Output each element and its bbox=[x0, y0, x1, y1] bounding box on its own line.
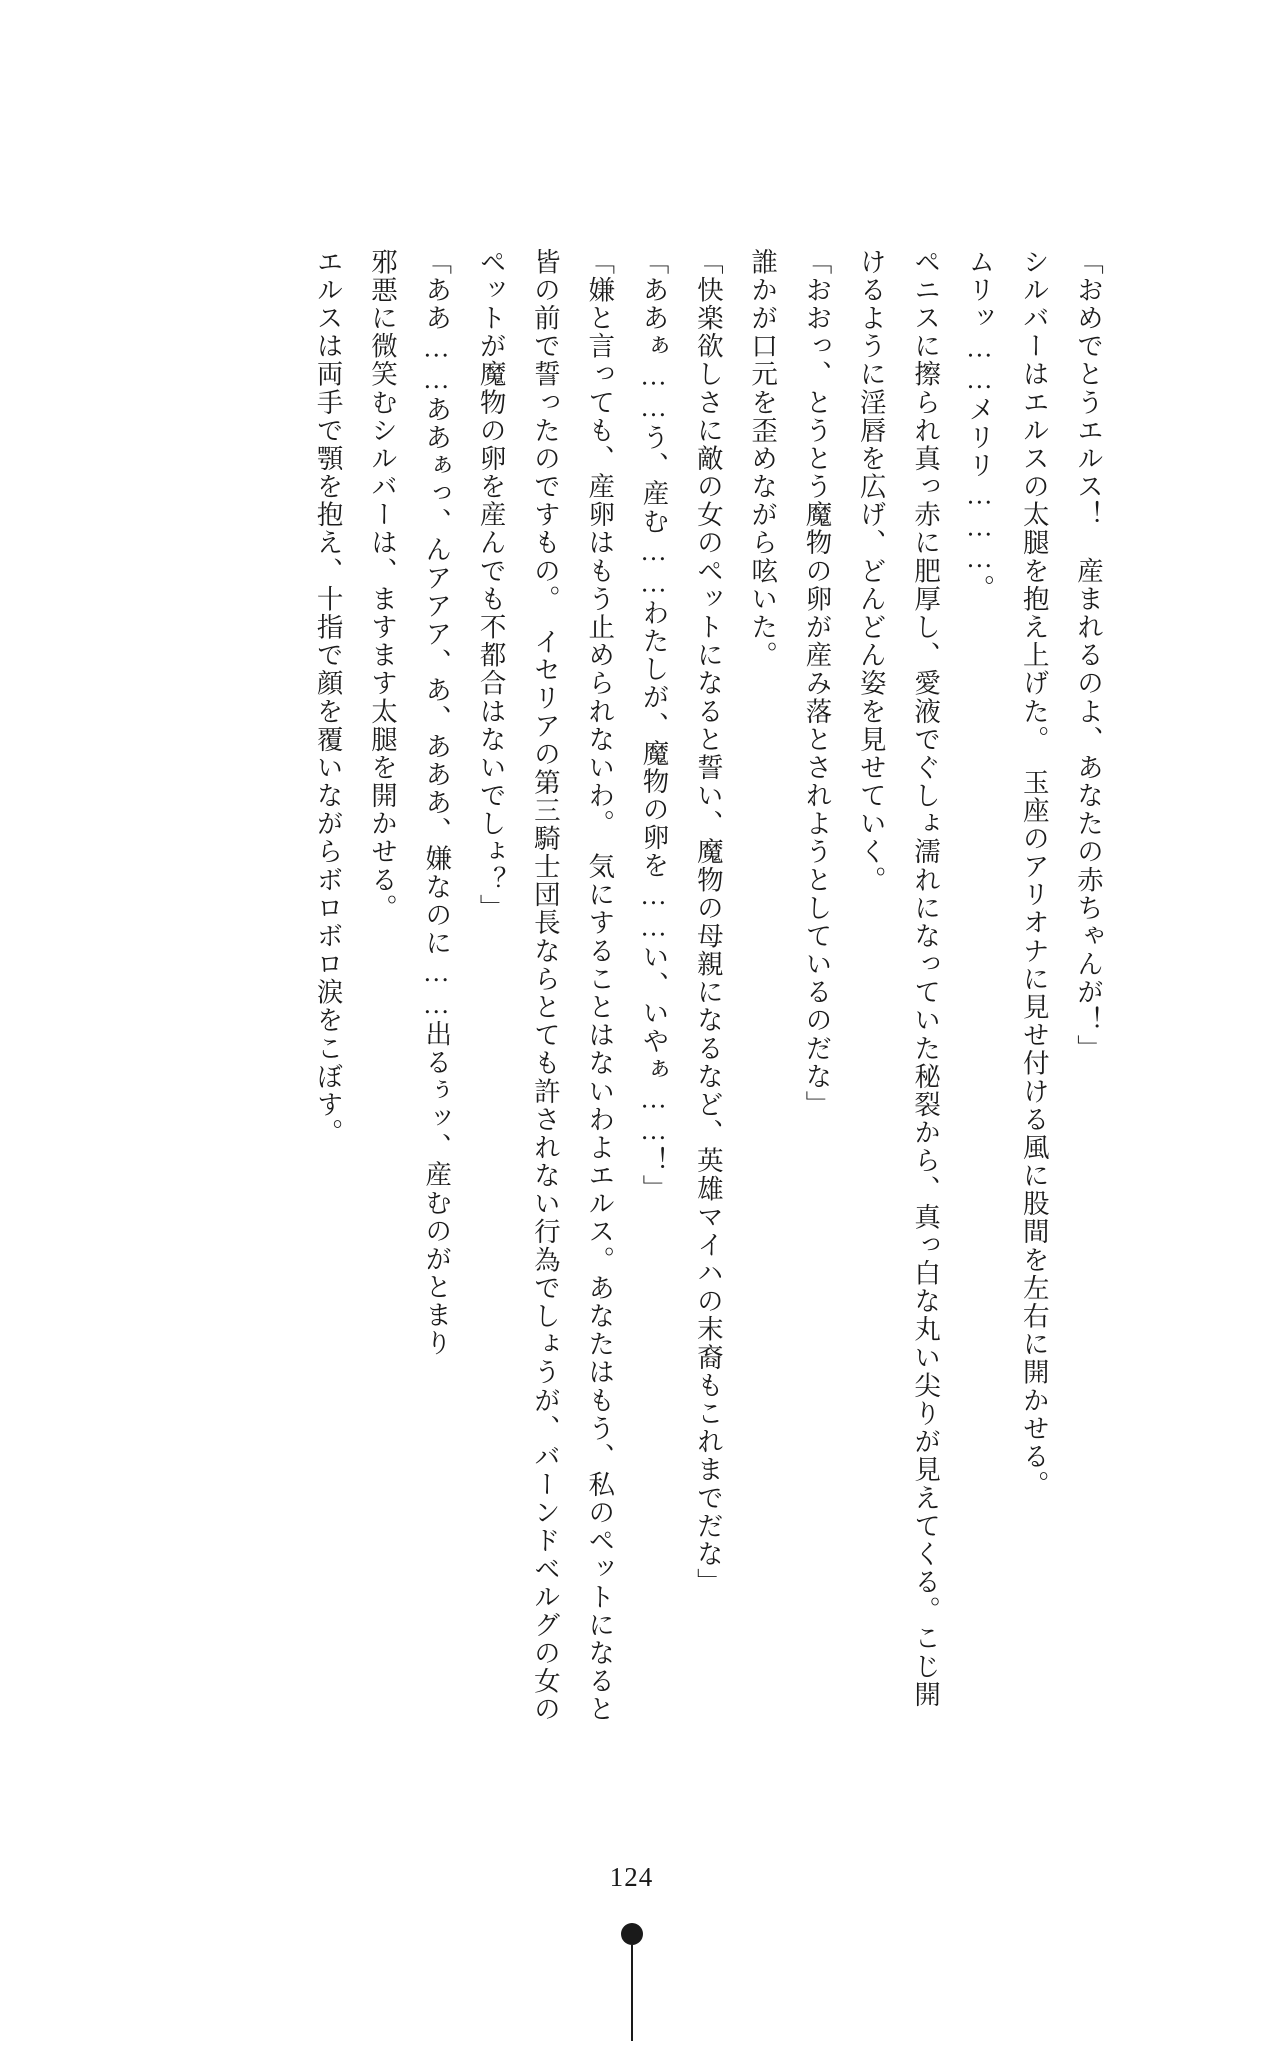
paragraph: 「嫌と言っても、産卵はもう止められないわ。 気にすることはないわよエルス。あなたはもう、私のペットになると皆の前で誓ったのですもの。 イセリアの第三騎士団長ならとても許されない行為でしょうが、バーンドベルグの女のペットが魔物の卵を産んでも不都合はないでしょ？」 bbox=[475, 248, 615, 1724]
paragraph: 「快楽欲しさに敵の女のペットになると誓い、魔物の母親になるなど、英雄マイハの末裔もこれまでだな」 bbox=[692, 248, 723, 1597]
paragraph: 邪悪に微笑むシルバーは、ますます太腿を開かせる。 bbox=[366, 248, 397, 923]
vertical-text-body bbox=[175, 248, 1115, 1728]
paragraph: エルスは両手で顎を抱え、十指で顔を覆いながらボロボロ涙をこぼす。 bbox=[312, 248, 343, 1147]
paragraph: 誰かが口元を歪めながら呟いた。 bbox=[747, 248, 778, 670]
footer-dot-icon bbox=[621, 1923, 643, 1945]
paragraph: シルバーはエルスの太腿を抱え上げた。 玉座のアリオナに見せ付ける風に股間を左右に開かせる。 bbox=[1018, 248, 1049, 1499]
footer-rule-icon bbox=[631, 1945, 633, 2041]
paragraph: 「おおっ、とうとう魔物の卵が産み落とされようとしているのだな」 bbox=[801, 248, 832, 1119]
paragraph: 「おめでとうエルス！ 産まれるのよ、あなたの赤ちゃんが！」 bbox=[1073, 248, 1103, 1063]
paragraph: ムリッ……メリリ………。 bbox=[964, 248, 995, 603]
paragraph: 「ああ……ああぁっ、んアアア、あ、あああ、嫌なのに……出るぅッ、産むのがとまり bbox=[421, 248, 452, 1358]
page-number: 124 bbox=[609, 1862, 654, 1892]
paragraph: ペニスに擦られ真っ赤に肥厚し、愛液でぐしょ濡れになっていた秘裂から、真っ白な丸い尖りが見えてくる。こじ開けるように淫唇を広げ、どんどん姿を見せていく。 bbox=[855, 248, 941, 1709]
paragraph: 「ああぁ……う、産む……わたしが、魔物の卵を……い、いやぁ……！」 bbox=[638, 248, 669, 1203]
footer-ornament-icon bbox=[620, 1923, 644, 2043]
